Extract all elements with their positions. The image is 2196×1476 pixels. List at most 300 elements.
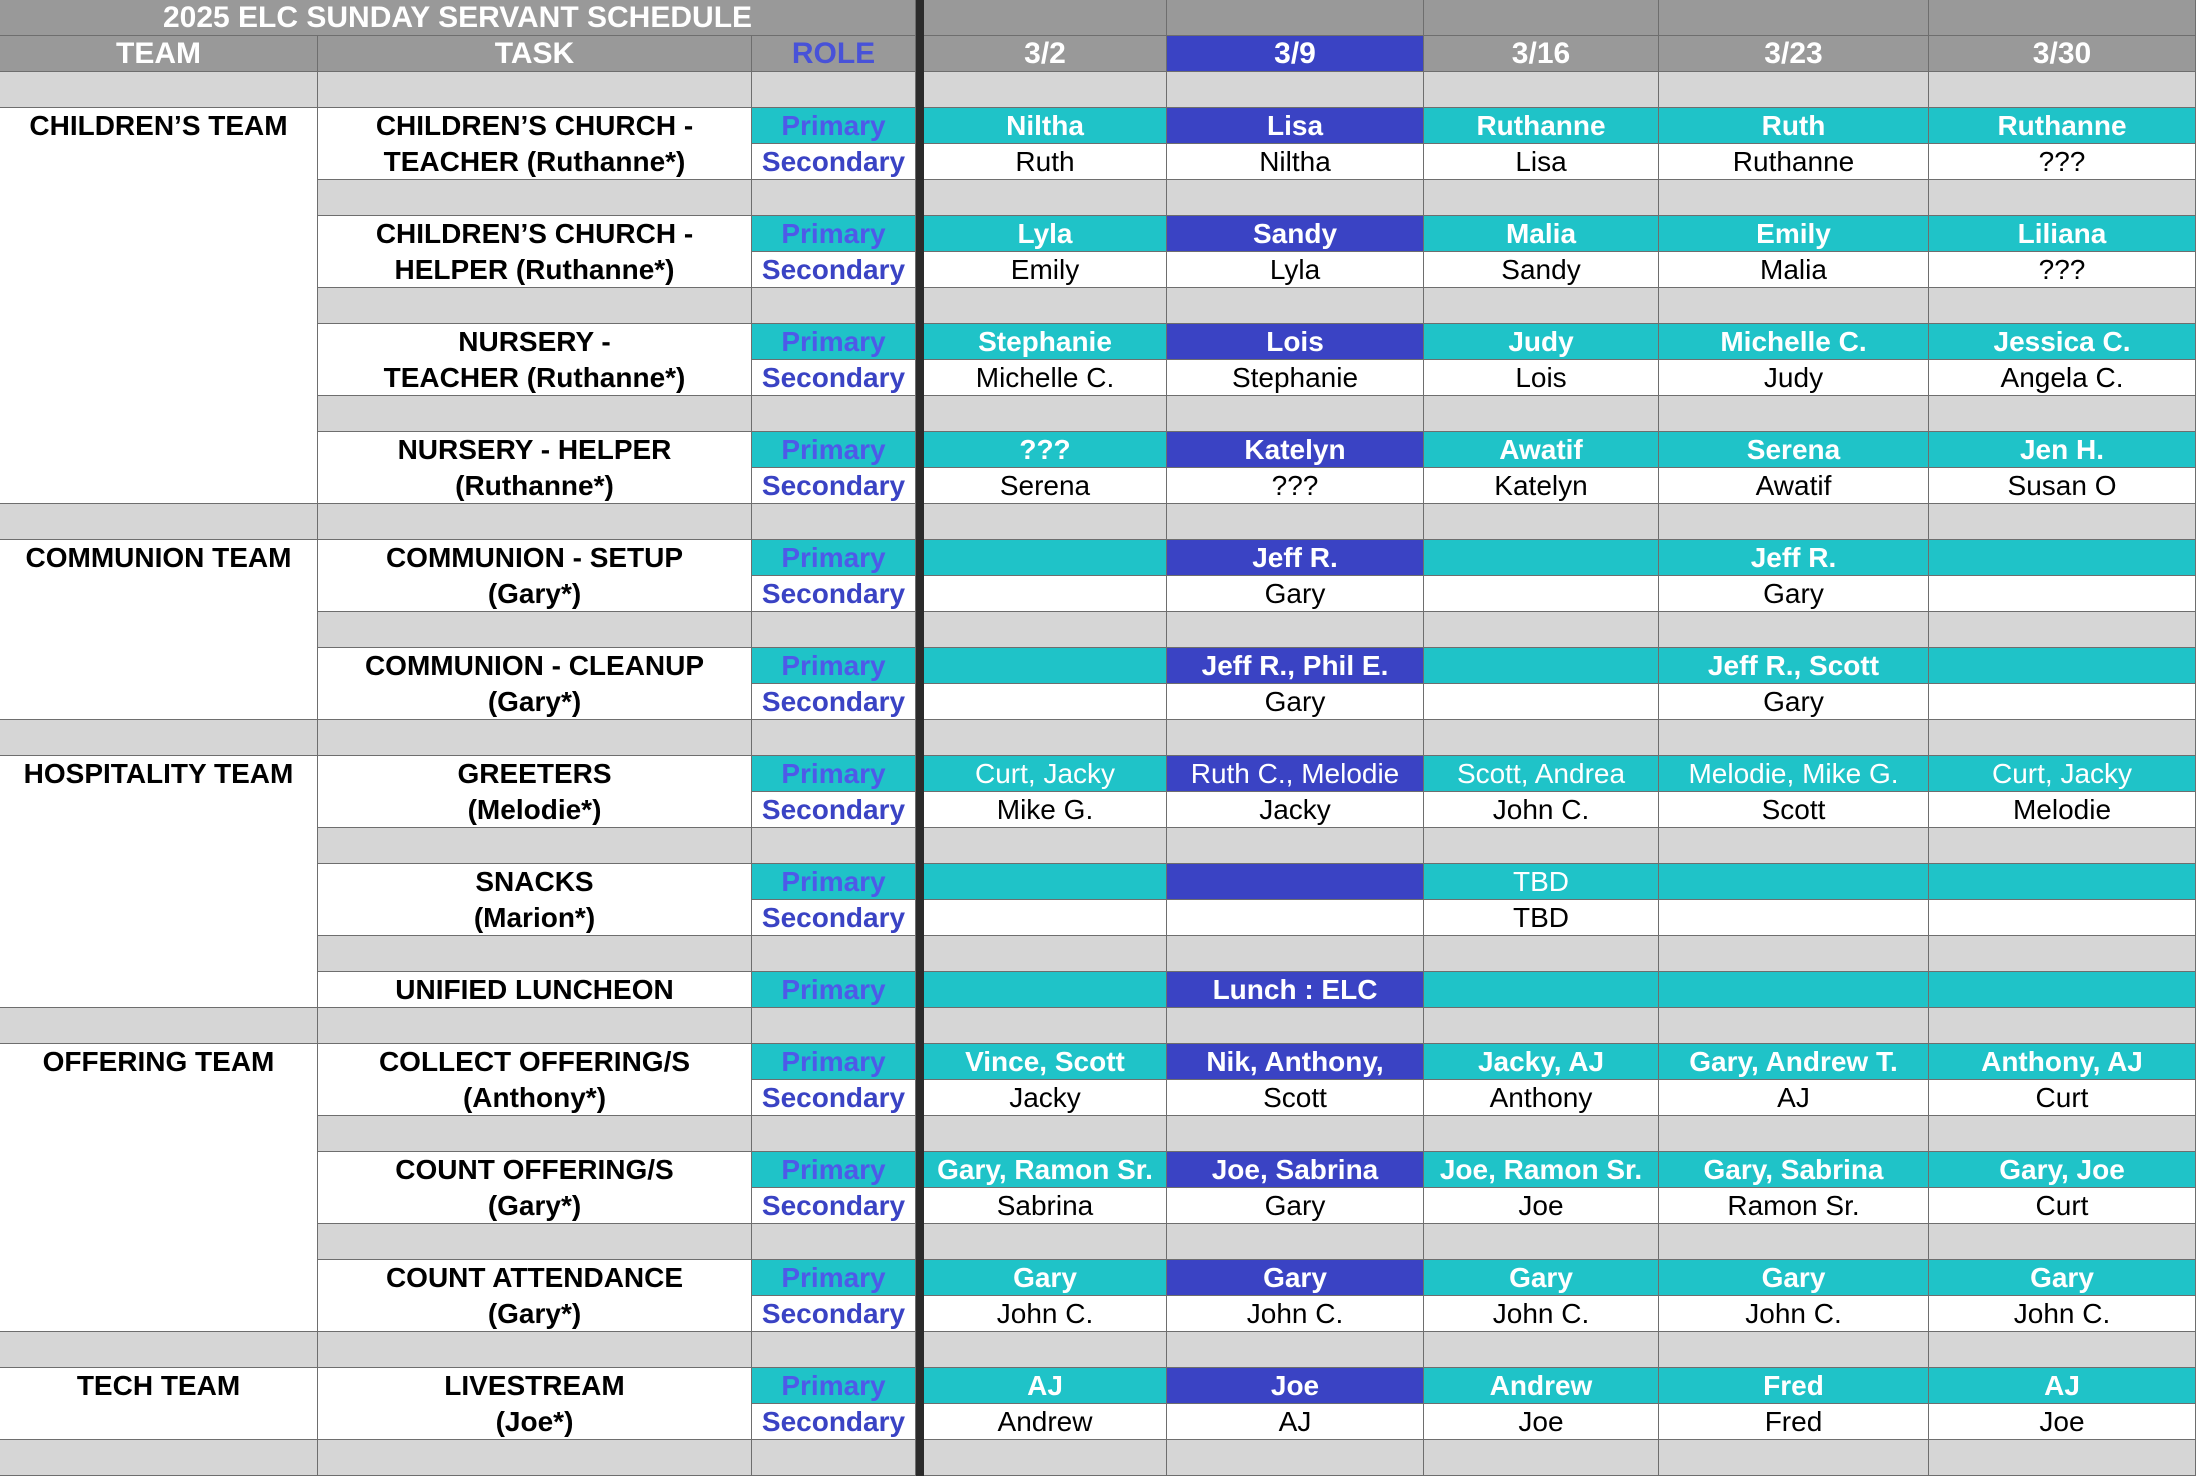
secondary-assignment[interactable]: Joe [1424, 1188, 1659, 1224]
secondary-assignment[interactable]: Scott [1167, 1080, 1424, 1116]
secondary-assignment[interactable]: Ruthanne [1659, 144, 1929, 180]
spacer-cell [752, 396, 916, 432]
secondary-assignment[interactable]: John C. [1424, 1296, 1659, 1332]
spacer-cell [0, 1008, 318, 1044]
column-divider [916, 72, 924, 108]
task-lead: TEACHER (Ruthanne*) [383, 145, 686, 177]
column-divider [916, 1044, 924, 1080]
title-row-cell[interactable] [924, 0, 1167, 36]
column-divider [916, 1080, 924, 1116]
primary-assignment[interactable]: Stephanie [924, 324, 1167, 360]
column-divider [916, 576, 924, 612]
spacer-cell[interactable] [924, 1008, 1167, 1044]
secondary-assignment[interactable]: Michelle C. [924, 360, 1167, 396]
spacer-cell[interactable] [1167, 720, 1424, 756]
primary-assignment[interactable]: Gary [1424, 1260, 1659, 1296]
task-lead: (Ruthanne*) [455, 469, 614, 501]
spacer-cell[interactable] [1659, 1332, 1929, 1368]
role-primary: Primary [752, 1368, 916, 1404]
primary-assignment[interactable]: Melodie, Mike G. [1659, 756, 1929, 792]
spacer-cell[interactable] [1659, 720, 1929, 756]
secondary-assignment[interactable] [924, 684, 1167, 720]
spacer-cell [0, 1440, 318, 1476]
spacer-cell[interactable] [1659, 1116, 1929, 1152]
column-divider [916, 684, 924, 720]
secondary-assignment[interactable]: Scott [1659, 792, 1929, 828]
secondary-assignment[interactable]: Gary [1167, 1188, 1424, 1224]
primary-assignment[interactable]: Gary [1167, 1260, 1424, 1296]
spacer-cell[interactable] [1167, 1440, 1424, 1476]
secondary-assignment[interactable]: Judy [1659, 360, 1929, 396]
spacer-cell[interactable] [1929, 1008, 2196, 1044]
primary-assignment[interactable]: Fred [1659, 1368, 1929, 1404]
secondary-assignment[interactable]: Gary [1659, 576, 1929, 612]
secondary-assignment[interactable] [1929, 900, 2196, 936]
spacer-cell[interactable] [924, 396, 1167, 432]
spacer-cell[interactable] [924, 936, 1167, 972]
primary-assignment[interactable]: Judy [1424, 324, 1659, 360]
spacer-cell[interactable] [1659, 828, 1929, 864]
spacer-cell [318, 1332, 752, 1368]
spacer-cell[interactable] [1929, 936, 2196, 972]
spacer-cell[interactable] [924, 828, 1167, 864]
spacer-cell[interactable] [1929, 1116, 2196, 1152]
secondary-assignment[interactable]: Andrew [924, 1404, 1167, 1440]
column-divider [916, 900, 924, 936]
primary-assignment[interactable]: Andrew [1424, 1368, 1659, 1404]
column-divider [916, 972, 924, 1008]
spacer-cell[interactable] [1167, 288, 1424, 324]
primary-assignment[interactable] [924, 972, 1167, 1008]
role-primary: Primary [752, 1044, 916, 1080]
secondary-assignment[interactable]: ??? [1929, 144, 2196, 180]
column-divider [916, 324, 924, 360]
secondary-assignment[interactable]: Mike G. [924, 792, 1167, 828]
secondary-assignment[interactable]: John C. [1167, 1296, 1424, 1332]
secondary-assignment[interactable]: ??? [1167, 468, 1424, 504]
column-divider [916, 1188, 924, 1224]
primary-assignment[interactable]: Michelle C. [1659, 324, 1929, 360]
primary-assignment[interactable] [924, 540, 1167, 576]
spacer-cell [318, 612, 752, 648]
primary-assignment[interactable]: Niltha [924, 108, 1167, 144]
spacer-cell [752, 612, 916, 648]
task-name: COMMUNION - SETUP [385, 541, 684, 573]
spacer-cell[interactable] [1167, 1008, 1424, 1044]
secondary-assignment[interactable]: Lisa [1424, 144, 1659, 180]
role-secondary: Secondary [752, 576, 916, 612]
column-divider [916, 216, 924, 252]
primary-assignment[interactable]: Gary [1929, 1260, 2196, 1296]
task-label [318, 1152, 752, 1224]
task-name: NURSERY - HELPER [397, 433, 672, 465]
column-divider [916, 1440, 924, 1476]
spacer-cell[interactable] [1424, 828, 1659, 864]
spacer-cell [318, 828, 752, 864]
spacer-cell[interactable] [1167, 504, 1424, 540]
team-name: HOSPITALITY TEAM [0, 756, 318, 1008]
primary-assignment[interactable]: Lyla [924, 216, 1167, 252]
spacer-cell[interactable] [1659, 288, 1929, 324]
column-divider [916, 360, 924, 396]
title-row-cell[interactable] [1424, 0, 1659, 36]
secondary-assignment[interactable]: Jacky [924, 1080, 1167, 1116]
column-divider [916, 936, 924, 972]
spacer-cell[interactable] [924, 504, 1167, 540]
secondary-assignment[interactable] [1929, 576, 2196, 612]
title-row-cell[interactable] [1167, 0, 1424, 36]
task-label [318, 864, 752, 936]
spacer-cell [752, 828, 916, 864]
secondary-assignment[interactable]: AJ [1659, 1080, 1929, 1116]
column-divider [916, 108, 924, 144]
spacer-cell[interactable] [1929, 1332, 2196, 1368]
role-primary: Primary [752, 432, 916, 468]
role-secondary: Secondary [752, 1296, 916, 1332]
primary-assignment[interactable] [1424, 972, 1659, 1008]
primary-assignment[interactable] [924, 648, 1167, 684]
title-row-cell[interactable] [1659, 0, 1929, 36]
spacer-cell [318, 1440, 752, 1476]
spacer-cell [318, 1224, 752, 1260]
spacer-cell[interactable] [924, 288, 1167, 324]
team-name: CHILDREN’S TEAM [0, 108, 318, 504]
spacer-cell[interactable] [1424, 180, 1659, 216]
spacer-cell[interactable] [1659, 612, 1929, 648]
secondary-assignment[interactable]: Joe [1424, 1404, 1659, 1440]
spacer-cell [752, 1116, 916, 1152]
task-label [318, 216, 752, 288]
primary-assignment[interactable]: Gary [1659, 1260, 1929, 1296]
secondary-assignment[interactable]: Lois [1424, 360, 1659, 396]
secondary-assignment[interactable] [924, 576, 1167, 612]
secondary-assignment[interactable] [924, 900, 1167, 936]
secondary-assignment[interactable] [1929, 684, 2196, 720]
primary-assignment[interactable]: Jeff R. [1167, 540, 1424, 576]
column-divider [916, 1116, 924, 1152]
spacer-cell[interactable] [1167, 180, 1424, 216]
spacer-cell[interactable] [1167, 1332, 1424, 1368]
spacer-cell [752, 936, 916, 972]
secondary-assignment[interactable] [1167, 900, 1424, 936]
spacer-cell[interactable] [1167, 936, 1424, 972]
primary-assignment[interactable]: AJ [1929, 1368, 2196, 1404]
spacer-cell[interactable] [1424, 612, 1659, 648]
secondary-assignment[interactable]: Katelyn [1424, 468, 1659, 504]
primary-assignment[interactable] [1659, 972, 1929, 1008]
role-primary: Primary [752, 1260, 916, 1296]
secondary-assignment[interactable]: Serena [924, 468, 1167, 504]
column-divider [916, 144, 924, 180]
role-primary: Primary [752, 540, 916, 576]
spacer-cell[interactable] [924, 720, 1167, 756]
task-lead: (Joe*) [495, 1405, 574, 1437]
task-lead: TEACHER (Ruthanne*) [383, 361, 686, 393]
primary-assignment[interactable]: Joe, Sabrina [1167, 1152, 1424, 1188]
task-name: NURSERY - [458, 325, 611, 357]
column-divider [916, 36, 924, 72]
task-label [318, 432, 752, 504]
spacer-cell[interactable] [924, 612, 1167, 648]
column-divider [916, 0, 924, 36]
spacer-cell [0, 72, 318, 108]
secondary-assignment[interactable] [1424, 684, 1659, 720]
spacer-cell[interactable] [924, 1440, 1167, 1476]
spacer-cell[interactable] [1929, 828, 2196, 864]
primary-assignment[interactable]: Ruth C., Melodie [1167, 756, 1424, 792]
primary-assignment[interactable]: ??? [924, 432, 1167, 468]
primary-assignment[interactable]: Katelyn [1167, 432, 1424, 468]
primary-assignment[interactable]: Scott, Andrea [1424, 756, 1659, 792]
secondary-assignment[interactable]: John C. [1659, 1296, 1929, 1332]
primary-assignment[interactable]: Serena [1659, 432, 1929, 468]
date-header-3-30[interactable]: 3/30 [1929, 36, 2196, 72]
primary-assignment[interactable]: Emily [1659, 216, 1929, 252]
primary-assignment[interactable] [1929, 972, 2196, 1008]
spacer-cell[interactable] [1167, 1224, 1424, 1260]
task-label [318, 972, 752, 1008]
spacer-cell [752, 1224, 916, 1260]
task-name: COUNT OFFERING/S [395, 1153, 674, 1185]
spacer-cell [318, 936, 752, 972]
primary-assignment[interactable]: Jeff R., Scott [1659, 648, 1929, 684]
secondary-assignment[interactable]: TBD [1424, 900, 1659, 936]
role-primary: Primary [752, 1152, 916, 1188]
secondary-assignment[interactable]: Curt [1929, 1188, 2196, 1224]
task-lead: (Gary*) [487, 577, 582, 609]
spacer-cell[interactable] [1424, 504, 1659, 540]
primary-assignment[interactable]: Lunch : ELC [1167, 972, 1424, 1008]
secondary-assignment[interactable]: Stephanie [1167, 360, 1424, 396]
secondary-assignment[interactable]: Ramon Sr. [1659, 1188, 1929, 1224]
secondary-assignment[interactable]: Sabrina [924, 1188, 1167, 1224]
secondary-assignment[interactable]: Gary [1167, 684, 1424, 720]
secondary-assignment[interactable]: Awatif [1659, 468, 1929, 504]
spacer-cell [752, 72, 916, 108]
primary-assignment[interactable]: Jessica C. [1929, 324, 2196, 360]
task-header: TASK [318, 36, 752, 72]
secondary-assignment[interactable]: John C. [924, 1296, 1167, 1332]
date-header-3-23[interactable]: 3/23 [1659, 36, 1929, 72]
secondary-assignment[interactable]: Anthony [1424, 1080, 1659, 1116]
column-divider [916, 540, 924, 576]
spacer-cell[interactable] [924, 1116, 1167, 1152]
spacer-cell[interactable] [1659, 1224, 1929, 1260]
spacer-cell[interactable] [1659, 936, 1929, 972]
spacer-cell[interactable] [1424, 396, 1659, 432]
spacer-cell[interactable] [924, 1224, 1167, 1260]
primary-assignment[interactable]: Curt, Jacky [1929, 756, 2196, 792]
date-header-3-9[interactable]: 3/9 [1167, 36, 1424, 72]
secondary-assignment[interactable] [1424, 576, 1659, 612]
primary-assignment[interactable]: Ruthanne [1424, 108, 1659, 144]
primary-assignment[interactable]: Ruthanne [1929, 108, 2196, 144]
spacer-cell[interactable] [1167, 828, 1424, 864]
date-header-3-16[interactable]: 3/16 [1424, 36, 1659, 72]
secondary-assignment[interactable]: Gary [1167, 576, 1424, 612]
primary-assignment[interactable]: Awatif [1424, 432, 1659, 468]
primary-assignment[interactable]: Sandy [1167, 216, 1424, 252]
primary-assignment[interactable]: Anthony, AJ [1929, 1044, 2196, 1080]
secondary-assignment[interactable]: Lyla [1167, 252, 1424, 288]
primary-assignment[interactable]: Jeff R. [1659, 540, 1929, 576]
role-secondary: Secondary [752, 900, 916, 936]
secondary-assignment[interactable]: Joe [1929, 1404, 2196, 1440]
spacer-cell[interactable] [1929, 504, 2196, 540]
primary-assignment[interactable] [1929, 540, 2196, 576]
spacer-cell[interactable] [1659, 1008, 1929, 1044]
primary-assignment[interactable]: TBD [1424, 864, 1659, 900]
task-label [318, 324, 752, 396]
primary-assignment[interactable] [1167, 864, 1424, 900]
primary-assignment[interactable]: Lois [1167, 324, 1424, 360]
spacer-cell[interactable] [1659, 1440, 1929, 1476]
spacer-cell [318, 288, 752, 324]
team-name: COMMUNION TEAM [0, 540, 318, 720]
role-secondary: Secondary [752, 360, 916, 396]
role-primary: Primary [752, 756, 916, 792]
task-name: CHILDREN’S CHURCH - [375, 217, 694, 249]
column-divider [916, 792, 924, 828]
spacer-cell[interactable] [1929, 180, 2196, 216]
secondary-assignment[interactable]: Emily [924, 252, 1167, 288]
spacer-cell[interactable] [1659, 72, 1929, 108]
task-name: SNACKS [475, 865, 594, 897]
secondary-assignment[interactable]: Melodie [1929, 792, 2196, 828]
primary-assignment[interactable]: Gary, Joe [1929, 1152, 2196, 1188]
column-divider [916, 612, 924, 648]
task-name: COUNT ATTENDANCE [385, 1261, 684, 1293]
spacer-cell[interactable] [1424, 1440, 1659, 1476]
spacer-cell[interactable] [1929, 288, 2196, 324]
secondary-assignment[interactable]: AJ [1167, 1404, 1424, 1440]
primary-assignment[interactable]: Jacky, AJ [1424, 1044, 1659, 1080]
primary-assignment[interactable]: Jen H. [1929, 432, 2196, 468]
secondary-assignment[interactable]: Gary [1659, 684, 1929, 720]
secondary-assignment[interactable]: Malia [1659, 252, 1929, 288]
task-lead: HELPER (Ruthanne*) [394, 253, 675, 285]
task-label [318, 1044, 752, 1116]
spacer-cell [752, 1440, 916, 1476]
primary-assignment[interactable]: Jeff R., Phil E. [1167, 648, 1424, 684]
spacer-cell[interactable] [1167, 396, 1424, 432]
spacer-cell [752, 720, 916, 756]
primary-assignment[interactable]: Ruth [1659, 108, 1929, 144]
spacer-cell[interactable] [924, 1332, 1167, 1368]
primary-assignment[interactable]: Gary, Sabrina [1659, 1152, 1929, 1188]
primary-assignment[interactable] [924, 864, 1167, 900]
column-divider [916, 828, 924, 864]
task-lead: (Anthony*) [462, 1081, 607, 1113]
spacer-cell[interactable] [1424, 288, 1659, 324]
spacer-cell[interactable] [1167, 612, 1424, 648]
title-row-cell[interactable] [1929, 0, 2196, 36]
secondary-assignment[interactable] [1659, 900, 1929, 936]
primary-assignment[interactable] [1929, 648, 2196, 684]
date-header-3-2[interactable]: 3/2 [924, 36, 1167, 72]
column-divider [916, 1332, 924, 1368]
secondary-assignment[interactable]: ??? [1929, 252, 2196, 288]
primary-assignment[interactable]: AJ [924, 1368, 1167, 1404]
spacer-cell[interactable] [1424, 1332, 1659, 1368]
primary-assignment[interactable]: Vince, Scott [924, 1044, 1167, 1080]
secondary-assignment[interactable]: Fred [1659, 1404, 1929, 1440]
spacer-cell[interactable] [1424, 936, 1659, 972]
primary-assignment[interactable]: Liliana [1929, 216, 2196, 252]
spacer-cell[interactable] [924, 180, 1167, 216]
role-secondary: Secondary [752, 1080, 916, 1116]
primary-assignment[interactable]: Gary [924, 1260, 1167, 1296]
secondary-assignment[interactable]: Niltha [1167, 144, 1424, 180]
column-divider [916, 432, 924, 468]
role-secondary: Secondary [752, 684, 916, 720]
role-secondary: Secondary [752, 252, 916, 288]
secondary-assignment[interactable]: Jacky [1167, 792, 1424, 828]
primary-assignment[interactable]: Nik, Anthony, [1167, 1044, 1424, 1080]
secondary-assignment[interactable]: Angela C. [1929, 360, 2196, 396]
task-name: GREETERS [457, 757, 612, 789]
spacer-cell[interactable] [1424, 1008, 1659, 1044]
primary-assignment[interactable] [1424, 648, 1659, 684]
secondary-assignment[interactable]: Sandy [1424, 252, 1659, 288]
column-divider [916, 1224, 924, 1260]
spacer-cell [0, 720, 318, 756]
spacer-cell[interactable] [1424, 1116, 1659, 1152]
primary-assignment[interactable]: Joe [1167, 1368, 1424, 1404]
primary-assignment[interactable]: Gary, Andrew T. [1659, 1044, 1929, 1080]
primary-assignment[interactable] [1424, 540, 1659, 576]
spacer-cell[interactable] [1929, 1224, 2196, 1260]
role-primary: Primary [752, 216, 916, 252]
spacer-cell[interactable] [1929, 72, 2196, 108]
spacer-cell[interactable] [1929, 612, 2196, 648]
task-name: CHILDREN’S CHURCH - [375, 109, 694, 141]
secondary-assignment[interactable]: John C. [1424, 792, 1659, 828]
secondary-assignment[interactable]: John C. [1929, 1296, 2196, 1332]
spacer-cell [318, 504, 752, 540]
task-label [318, 756, 752, 828]
spacer-cell[interactable] [1167, 1116, 1424, 1152]
primary-assignment[interactable]: Curt, Jacky [924, 756, 1167, 792]
primary-assignment[interactable]: Gary, Ramon Sr. [924, 1152, 1167, 1188]
spacer-cell[interactable] [1659, 396, 1929, 432]
spacer-cell[interactable] [924, 72, 1167, 108]
task-label [318, 540, 752, 612]
spacer-cell[interactable] [1929, 396, 2196, 432]
spacer-cell[interactable] [1424, 72, 1659, 108]
secondary-assignment[interactable]: Ruth [924, 144, 1167, 180]
secondary-assignment[interactable]: Curt [1929, 1080, 2196, 1116]
spacer-cell[interactable] [1167, 72, 1424, 108]
primary-assignment[interactable]: Lisa [1167, 108, 1424, 144]
primary-assignment[interactable] [1659, 864, 1929, 900]
primary-assignment[interactable]: Malia [1424, 216, 1659, 252]
column-divider [916, 468, 924, 504]
secondary-assignment[interactable]: Susan O [1929, 468, 2196, 504]
spacer-cell[interactable] [1929, 720, 2196, 756]
spacer-cell[interactable] [1424, 720, 1659, 756]
primary-assignment[interactable] [1929, 864, 2196, 900]
spacer-cell[interactable] [1424, 1224, 1659, 1260]
role-header: ROLE [752, 36, 916, 72]
primary-assignment[interactable]: Joe, Ramon Sr. [1424, 1152, 1659, 1188]
spacer-cell[interactable] [1659, 180, 1929, 216]
spacer-cell[interactable] [1929, 1440, 2196, 1476]
spacer-cell[interactable] [1659, 504, 1929, 540]
task-label [318, 108, 752, 180]
team-name: OFFERING TEAM [0, 1044, 318, 1332]
spacer-cell [318, 720, 752, 756]
